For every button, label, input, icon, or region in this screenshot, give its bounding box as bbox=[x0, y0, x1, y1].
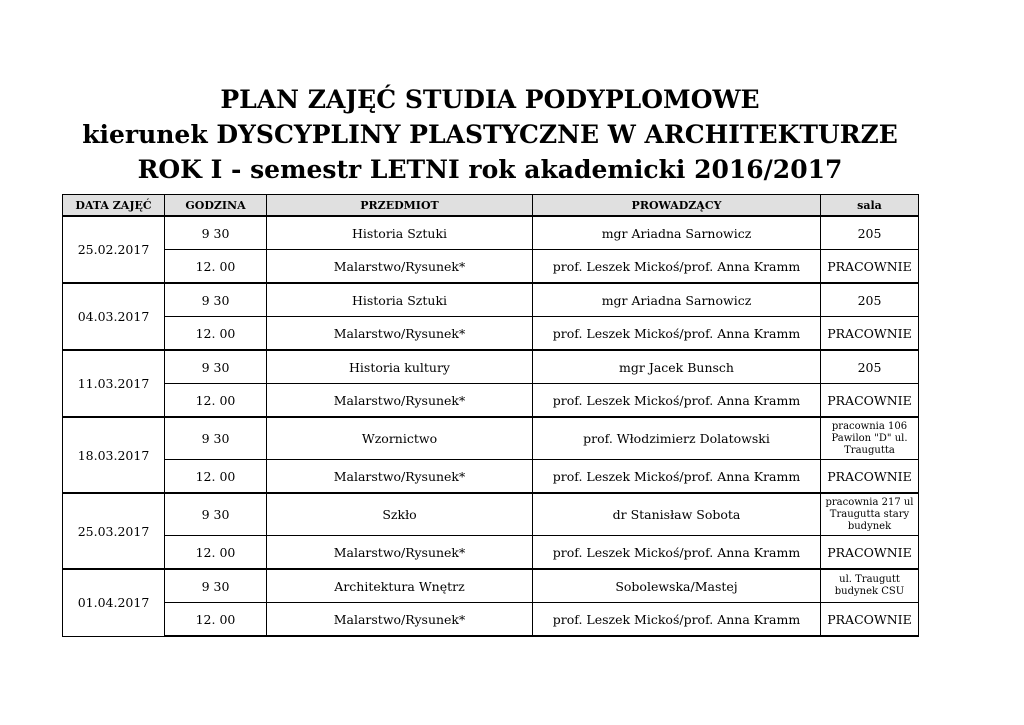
header-row bbox=[63, 195, 919, 217]
time-cell: 9 30 bbox=[165, 283, 267, 317]
teacher-cell: dr Stanisław Sobota bbox=[533, 493, 821, 536]
title-line-1: PLAN ZAJĘĆ STUDIA PODYPLOMOWE bbox=[220, 85, 760, 114]
header-room: sala bbox=[821, 195, 919, 217]
date-cell: 01.04.2017 bbox=[63, 569, 165, 636]
room-cell: PRACOWNIE bbox=[821, 317, 919, 351]
teacher-cell: mgr Jacek Bunsch bbox=[533, 350, 821, 384]
time-cell: 12. 00 bbox=[165, 384, 267, 418]
table-row bbox=[63, 317, 919, 351]
room-cell: PRACOWNIE bbox=[821, 250, 919, 284]
time-cell: 12. 00 bbox=[165, 460, 267, 494]
time-cell: 12. 00 bbox=[165, 536, 267, 570]
teacher-cell: prof. Włodzimierz Dolatowski bbox=[533, 417, 821, 460]
table-row bbox=[63, 417, 919, 460]
teacher-cell: prof. Leszek Mickoś/prof. Anna Kramm bbox=[533, 536, 821, 570]
table-row bbox=[63, 493, 919, 536]
subject-cell: Architektura Wnętrz bbox=[267, 569, 533, 603]
time-cell: 9 30 bbox=[165, 417, 267, 460]
subject-cell: Malarstwo/Rysunek* bbox=[267, 536, 533, 570]
subject-cell: Historia Sztuki bbox=[267, 283, 533, 317]
title-line-2: kierunek DYSCYPLINY PLASTYCZNE W ARCHITEKTURZE bbox=[82, 120, 898, 149]
time-cell: 12. 00 bbox=[165, 317, 267, 351]
date-cell: 04.03.2017 bbox=[63, 283, 165, 350]
subject-cell: Malarstwo/Rysunek* bbox=[267, 384, 533, 418]
table-row bbox=[63, 216, 919, 250]
teacher-cell: prof. Leszek Mickoś/prof. Anna Kramm bbox=[533, 603, 821, 637]
time-cell: 12. 00 bbox=[165, 250, 267, 284]
schedule-table bbox=[62, 194, 919, 637]
document-title bbox=[0, 82, 980, 187]
time-cell: 12. 00 bbox=[165, 603, 267, 637]
date-cell: 25.03.2017 bbox=[63, 493, 165, 569]
room-cell: 205 bbox=[821, 283, 919, 317]
table-row bbox=[63, 250, 919, 284]
time-cell: 9 30 bbox=[165, 350, 267, 384]
header-date: DATA ZAJĘĆ bbox=[63, 195, 165, 217]
subject-cell: Malarstwo/Rysunek* bbox=[267, 460, 533, 494]
subject-cell: Historia Sztuki bbox=[267, 216, 533, 250]
table-row bbox=[63, 384, 919, 418]
date-cell: 25.02.2017 bbox=[63, 216, 165, 283]
teacher-cell: prof. Leszek Mickoś/prof. Anna Kramm bbox=[533, 384, 821, 418]
room-cell: PRACOWNIE bbox=[821, 460, 919, 494]
subject-cell: Wzornictwo bbox=[267, 417, 533, 460]
room-cell: 205 bbox=[821, 350, 919, 384]
teacher-cell: prof. Leszek Mickoś/prof. Anna Kramm bbox=[533, 317, 821, 351]
subject-cell: Szkło bbox=[267, 493, 533, 536]
subject-cell: Malarstwo/Rysunek* bbox=[267, 603, 533, 637]
table-row bbox=[63, 603, 919, 637]
header-subject: PRZEDMIOT bbox=[267, 195, 533, 217]
time-cell: 9 30 bbox=[165, 569, 267, 603]
room-cell: pracownia 106 Pawilon "D" ul. Traugutta bbox=[821, 417, 919, 460]
header-time: GODZINA bbox=[165, 195, 267, 217]
teacher-cell: prof. Leszek Mickoś/prof. Anna Kramm bbox=[533, 250, 821, 284]
subject-cell: Historia kultury bbox=[267, 350, 533, 384]
room-cell: PRACOWNIE bbox=[821, 603, 919, 637]
title-line-3: ROK I - semestr LETNI rok akademicki 2016/2017 bbox=[137, 155, 843, 184]
date-cell: 11.03.2017 bbox=[63, 350, 165, 417]
subject-cell: Malarstwo/Rysunek* bbox=[267, 317, 533, 351]
table-row bbox=[63, 350, 919, 384]
room-cell: PRACOWNIE bbox=[821, 384, 919, 418]
teacher-cell: mgr Ariadna Sarnowicz bbox=[533, 283, 821, 317]
teacher-cell: prof. Leszek Mickoś/prof. Anna Kramm bbox=[533, 460, 821, 494]
room-cell: pracownia 217 ul Traugutta stary budynek bbox=[821, 493, 919, 536]
teacher-cell: Sobolewska/Mastej bbox=[533, 569, 821, 603]
table-row bbox=[63, 460, 919, 494]
table-row bbox=[63, 536, 919, 570]
teacher-cell: mgr Ariadna Sarnowicz bbox=[533, 216, 821, 250]
table-row bbox=[63, 283, 919, 317]
time-cell: 9 30 bbox=[165, 216, 267, 250]
room-cell: 205 bbox=[821, 216, 919, 250]
date-cell: 18.03.2017 bbox=[63, 417, 165, 493]
header-teacher: PROWADZĄCY bbox=[533, 195, 821, 217]
time-cell: 9 30 bbox=[165, 493, 267, 536]
table-row bbox=[63, 569, 919, 603]
room-cell: ul. Traugutt budynek CSU bbox=[821, 569, 919, 603]
subject-cell: Malarstwo/Rysunek* bbox=[267, 250, 533, 284]
room-cell: PRACOWNIE bbox=[821, 536, 919, 570]
